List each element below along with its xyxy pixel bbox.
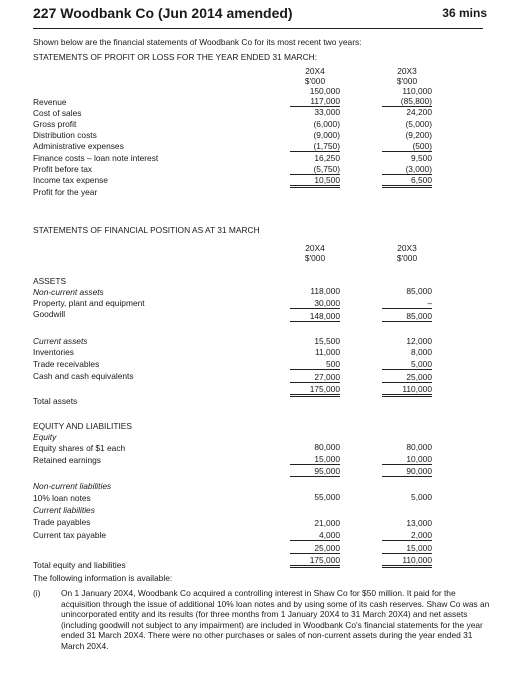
goodwill-label: Goodwill	[33, 309, 66, 319]
pl-label-admin: Administrative expenses	[33, 141, 124, 151]
receivables-v1: 11,000	[315, 347, 340, 357]
total-el-label: Total equity and liabilities	[33, 560, 126, 570]
shares-v2: 80,000	[406, 442, 432, 452]
pl-v2-distribution: (5,000)	[405, 119, 432, 129]
pl-label-gross: Gross profit	[33, 119, 77, 129]
equity-heading: Equity	[33, 432, 57, 442]
retained-label: Retained earnings	[33, 455, 101, 465]
payables-v2: 13,000	[406, 518, 432, 528]
nca-total-v2: 85,000	[382, 311, 432, 322]
pl-v2-finance: (500)	[382, 141, 432, 152]
tax-payable-v2: 2,000	[382, 530, 432, 541]
cl-total-v1: 25,000	[290, 543, 340, 554]
pl-label-finance: Finance costs – loan note interest	[33, 153, 159, 163]
ca-heading: Current assets	[33, 336, 88, 346]
pl-label-revenue: Revenue	[33, 97, 67, 107]
shares-label: Equity shares of $1 each	[33, 443, 126, 453]
pl-label-distribution: Distribution costs	[33, 130, 97, 140]
pl-v1-revenue: 150,000	[309, 86, 340, 96]
receivables-label: Trade receivables	[33, 359, 100, 369]
inventories-v2: 12,000	[406, 336, 432, 346]
pl-heading: STATEMENTS OF PROFIT OR LOSS FOR THE YEAR ENDED 31 MARCH:	[33, 52, 318, 62]
info-item-text: On 1 January 20X4, Woodbank Co acquired a controlling interest in Shaw Co for $50 million. It paid for the acquisition through the issue of additional 10% loan notes and by using some of its cash reserves. Shaw Co was an unincorporated entity and its results (for three months from 1 January 20X4 to 31 March 20X4) and net assets (including goodwill not subject to any impairment) are included in Woodbank Co's financial statements for the year ended 31 March 20X4. There were no other purchases or sales of non-current assets during the year ended 31 March 20X4.	[61, 588, 490, 651]
ppe-v2: 85,000	[406, 286, 432, 296]
pl-v1-profit: 10,500	[290, 175, 340, 188]
equity-total-v2: 90,000	[382, 466, 432, 477]
pl-v2-profit: 6,500	[382, 175, 432, 188]
tax-payable-label: Current tax payable	[33, 530, 107, 540]
ca-total-v1: 27,000	[290, 372, 340, 383]
pl-v2-admin: (9,200)	[405, 130, 432, 140]
title-divider	[33, 28, 483, 29]
total-assets-label: Total assets	[33, 396, 78, 406]
pl-v1-distribution: (6,000)	[313, 119, 340, 129]
pl-col2-year: 20X3	[397, 66, 417, 76]
ppe-v1: 118,000	[310, 286, 340, 296]
inventories-label: Inventories	[33, 347, 74, 357]
pl-label-cos: Cost of sales	[33, 108, 82, 118]
payables-label: Trade payables	[33, 517, 91, 527]
time-allocation: 36 mins	[442, 6, 487, 20]
pl-v1-finance: (1,750)	[290, 141, 340, 152]
sfp-col1-unit: $'000	[304, 253, 326, 263]
equity-total-v1: 95,000	[290, 466, 340, 477]
pl-v1-gross: 33,000	[314, 107, 340, 117]
loan-v1: 55,000	[314, 492, 340, 502]
pl-col1-unit: $'000	[304, 76, 326, 86]
assets-heading: ASSETS	[33, 276, 67, 286]
shares-v1: 80,000	[314, 442, 340, 452]
sfp-heading: STATEMENTS OF FINANCIAL POSITION AS AT 31 MARCH	[33, 225, 260, 235]
inventories-v1: 15,500	[314, 336, 340, 346]
info-lead: The following information is available:	[33, 573, 173, 583]
pl-v2-tax: (3,000)	[382, 164, 432, 175]
sfp-col1-year: 20X4	[305, 243, 325, 253]
tax-payable-v1: 4,000	[290, 530, 340, 541]
pl-v1-tax: (5,750)	[290, 164, 340, 175]
goodwill-v2: –	[382, 298, 432, 309]
cash-label: Cash and cash equivalents	[33, 371, 134, 381]
cl-heading: Current liabilities	[33, 505, 95, 515]
cl-total-v2: 15,000	[382, 543, 432, 554]
retained-v1: 15,000	[290, 454, 340, 465]
pl-v2-gross: 24,200	[406, 107, 432, 117]
cash-v1: 500	[290, 359, 340, 370]
pl-v2-revenue: 110,000	[402, 86, 432, 96]
eq-liab-heading: EQUITY AND LIABILITIES	[33, 421, 132, 431]
total-assets-v1: 175,000	[290, 384, 340, 397]
pl-v1-cos: 117,000	[290, 96, 340, 107]
total-el-v2: 110,000	[382, 555, 432, 568]
ppe-label: Property, plant and equipment	[33, 298, 145, 308]
loan-v2: 5,000	[411, 492, 432, 502]
cash-v2: 5,000	[382, 359, 432, 370]
pl-col1-year: 20X4	[305, 66, 325, 76]
pl-v2-pbt: 9,500	[411, 153, 432, 163]
page-title: 227 Woodbank Co (Jun 2014 amended)	[33, 5, 293, 21]
ncl-heading: Non-current liabilities	[33, 481, 112, 491]
sfp-col2-year: 20X3	[397, 243, 417, 253]
total-el-v1: 175,000	[290, 555, 340, 568]
total-assets-v2: 110,000	[382, 384, 432, 397]
pl-label-profit: Profit for the year	[33, 187, 98, 197]
goodwill-v1: 30,000	[290, 298, 340, 309]
retained-v2: 10,000	[382, 454, 432, 465]
pl-v2-cos: (85,800)	[382, 96, 432, 107]
pl-v1-pbt: 16,250	[314, 153, 340, 163]
payables-v1: 21,000	[314, 518, 340, 528]
pl-label-tax: Income tax expense	[33, 175, 108, 185]
info-item-marker: (i)	[33, 588, 41, 598]
receivables-v2: 8,000	[411, 347, 432, 357]
nca-total-v1: 148,000	[290, 311, 340, 322]
sfp-col2-unit: $'000	[396, 253, 418, 263]
nca-heading: Non-current assets	[33, 287, 104, 297]
intro-text: Shown below are the financial statements of Woodbank Co for its most recent two years:	[33, 37, 362, 47]
pl-col2-unit: $'000	[396, 76, 418, 86]
ca-total-v2: 25,000	[382, 372, 432, 383]
pl-label-pbt: Profit before tax	[33, 164, 93, 174]
loan-label: 10% loan notes	[33, 493, 91, 503]
pl-v1-admin: (9,000)	[313, 130, 340, 140]
